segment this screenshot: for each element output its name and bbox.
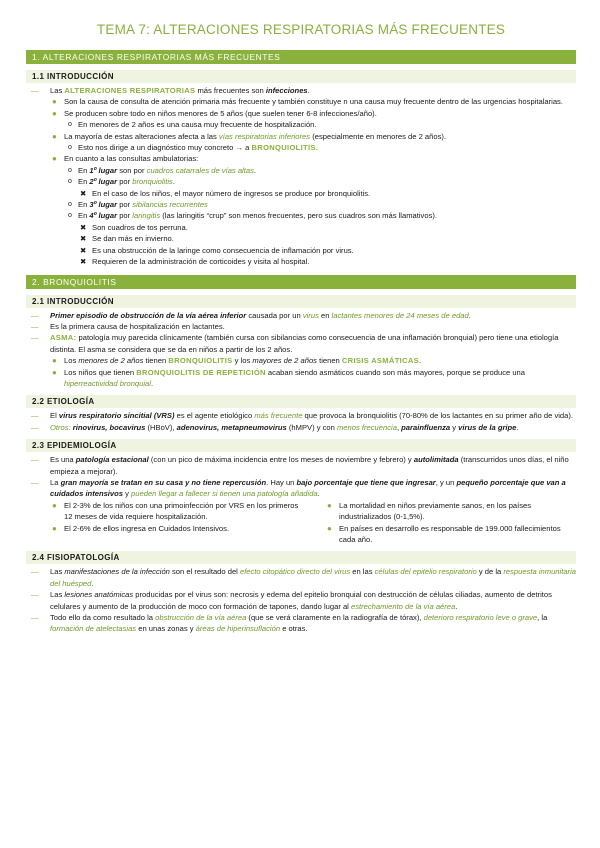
subsection-heading: 2.2 ETIOLOGÍA bbox=[26, 395, 576, 408]
list-item: ● Son la causa de consulta de atención primaria más frecuente y también constituye n una causa muy frecuente dentro de las urgencias hospitalarias. bbox=[52, 97, 563, 107]
subsection-heading: 1.1 INTRODUCCIÓN bbox=[26, 70, 576, 83]
list-item: ● El 2-3% de los niños con una primoinfección por VRS en los primeros 12 meses de vida requiere hospitalización. bbox=[52, 500, 299, 522]
page-title: TEMA 7: ALTERACIONES RESPIRATORIAS MÁS FRECUENTES bbox=[96, 22, 506, 37]
list-item: o En 4º lugar por laringitis (las laringitis “crup” son menos frecuentes, pero sus cuadros son más llamativos). bbox=[68, 211, 438, 221]
list-item: ✖ Se dan más en invierno. bbox=[80, 234, 174, 244]
list-item: ● La mayoría de estas alteraciones afecta a las vías respiratorias inferiores (especialmente en menores de 2 años). bbox=[52, 131, 447, 141]
subsection-heading: 2.1 INTRODUCCIÓN bbox=[26, 295, 576, 308]
list-item: ● En países en desarrollo es responsable de 199.000 fallecimientos cada año. bbox=[327, 523, 561, 544]
paragraph: — Es una patología estacional (con un pico de máxima incidencia entre los meses de noviembre y febrero) y autolimitada (transcurridos unos días, el niño empieza a mejorar). bbox=[31, 455, 569, 476]
list-item: ● En cuanto a las consultas ambulatorias: bbox=[52, 154, 199, 164]
subsection-heading: 2.3 EPIDEMIOLOGÍA bbox=[26, 439, 576, 452]
paragraph: — Las ALTERACIONES RESPIRATORIAS más frecuentes son infecciones. bbox=[31, 86, 310, 95]
list-item: ● Los menores de 2 años tienen BRONQUIOLITIS y los mayores de 2 años tienen CRISIS ASMÁTICAS. bbox=[52, 356, 422, 366]
list-item: ✖ Requieren de la administración de corticoides y visita al hospital. bbox=[80, 257, 310, 267]
list-item: ✖ Son cuadros de tos perruna. bbox=[80, 222, 188, 232]
list-item: ● Los niños que tienen BRONQUIOLITIS DE REPETICIÓN acaban siendo asmáticos cuando son más mayores, porque se produce una hiperreactividad bronquial. bbox=[52, 367, 526, 388]
section-heading: 1. ALTERACIONES RESPIRATORIAS MÁS FRECUENTES bbox=[26, 50, 576, 64]
list-item: o Esto nos dirige a un diagnóstico muy concreto → a BRONQUIOLITIS. bbox=[68, 143, 319, 153]
section-heading: 2. BRONQUIOLITIS bbox=[26, 275, 576, 289]
subsection-heading: 2.4 FISIOPATOLOGÍA bbox=[26, 551, 576, 564]
list-item: ✖ Es una obstrucción de la laringe como consecuencia de inflamación por virus. bbox=[80, 245, 354, 255]
list-item: o En 3º lugar por sibilancias recurrentes bbox=[68, 200, 208, 210]
list-item: ● El 2-6% de ellos ingresa en Cuidados Intensivos. bbox=[52, 523, 230, 533]
paragraph: — El virus respiratorio sincitial (VRS) es el agente etiológico más frecuente que provoca la bronquiolitis (70-80% de los lactantes en su primer año de vida). bbox=[31, 411, 574, 421]
list-item: ● Se producen sobre todo en niños menores de 5 años (que suelen tener 6-8 infecciones/año). bbox=[52, 108, 377, 118]
list-item: o En 1º lugar son por cuadros catarrales de vías altas. bbox=[68, 165, 256, 175]
paragraph: — ASMA: patología muy parecida clínicamente (también cursa con sibilancias como consecuencia de una inflamación bronquial) pero tiene una etiología distinta. El asma se considera que se da en niños a partir de los 2 años. bbox=[31, 333, 559, 354]
two-column-list bbox=[26, 500, 576, 546]
paragraph: — Primer episodio de obstrucción de la vía aérea inferior causada por un virus en lactantes menores de 24 meses de edad. bbox=[31, 310, 471, 320]
list-item: o En menores de 2 años es una causa muy frecuente de hospitalización. bbox=[68, 120, 317, 130]
paragraph: — Las manifestaciones de la infección son el resultado del efecto citopático directo del virus en las células del epitelio respiratorio y de la respuesta inmunitaria del huésped. bbox=[31, 567, 576, 588]
list-item: o En 2º lugar por bronquiolitis. bbox=[68, 177, 175, 187]
list-item: ✖ En el caso de los niños, el mayor número de ingresos se produce por bronquiolitis. bbox=[80, 188, 371, 198]
list-item: ● La mortalidad en niños previamente sanos, en los países industrializados (0-1,5%). bbox=[327, 500, 532, 522]
paragraph: — La gran mayoría se tratan en su casa y no tiene repercusión. Hay un bajo porcentaje que tiene que ingresar, y un pequeño porcentaje que van a cuidados intensivos y pueden llegar a fallecer si tienen una patología añadida. bbox=[31, 477, 566, 499]
paragraph: — Es la primera causa de hospitalización en lactantes. bbox=[31, 321, 225, 331]
paragraph: — Todo ello da como resultado la obstrucción de la vía aérea (que se verá claramente en la radiografía de tórax), deterioro respiratorio leve o grave, la formación de atelectasias en unas zonas y áreas de hiperinsuflación e otras. bbox=[31, 613, 548, 634]
paragraph: — Otros: rinovirus, bocavirus (HBoV), adenovirus, metapneumovirus (hMPV) y con menos frecuencia, parainfluenza y virus de la gripe. bbox=[31, 422, 519, 432]
paragraph: — Las lesiones anatómicas producidas por el virus son: necrosis y edema del epitelio bronquial con destrucción de células ciliadas, aumento de detritos celulares y aumento de la producción de moco con formación de tapones, dando lugar al estrechamiento de la vía aérea. bbox=[31, 590, 552, 611]
